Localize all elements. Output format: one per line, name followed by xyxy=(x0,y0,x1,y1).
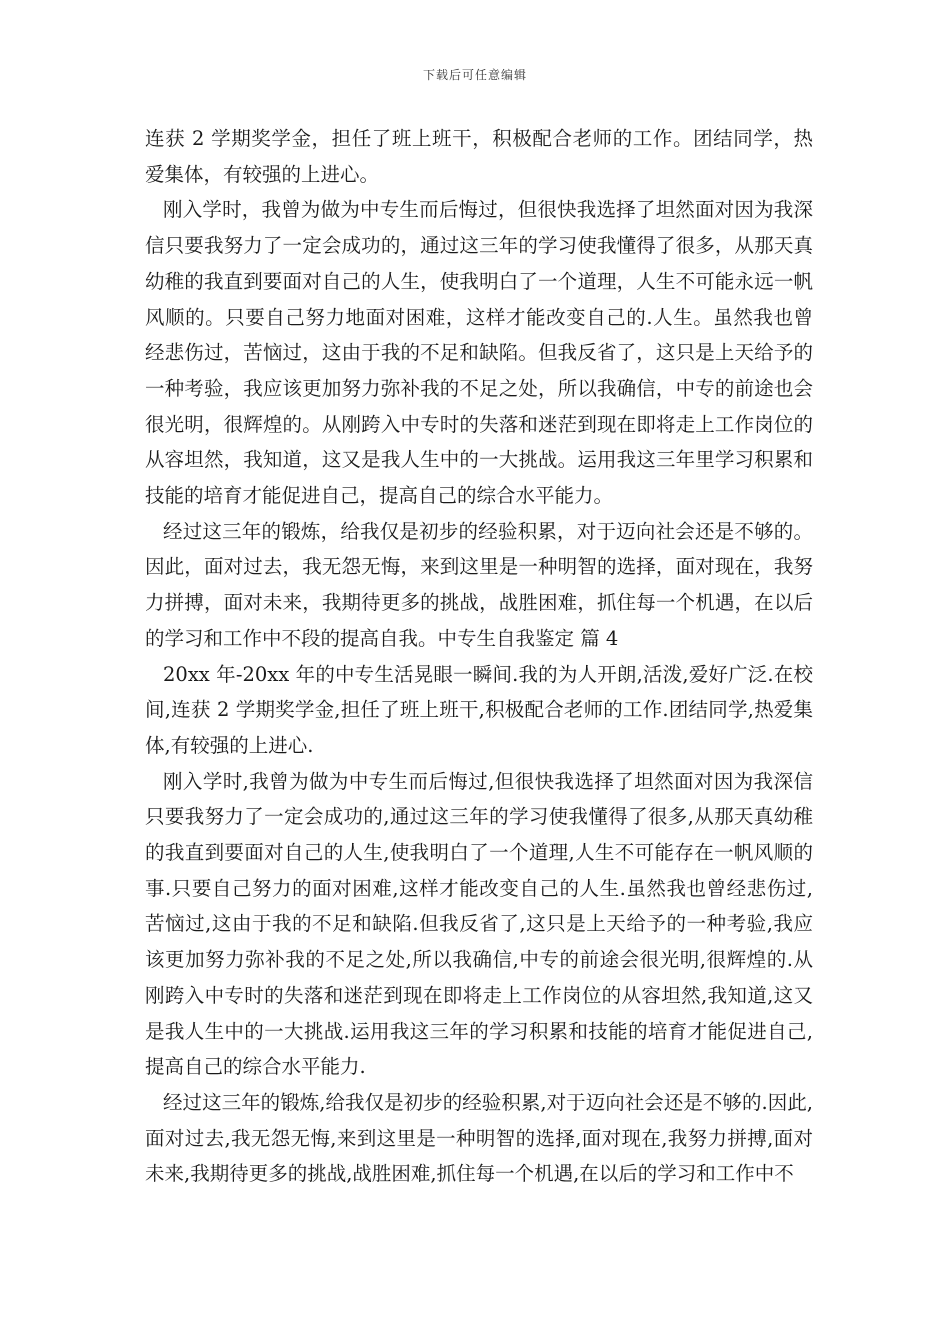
paragraph-2: 刚入学时，我曾为做为中专生而后悔过，但很快我选择了坦然面对因为我深信只要我努力了一定会成功的，通过这三年的学习使我懂得了很多，从那天真幼稚的我直到要面对自己的人生，使我明白了一个道理，人生不可能永远一帆风顺的。只要自己努力地面对困难，这样才能改变自己的.人生。虽然我也曾经悲伤过，苦恼过，这由于我的不足和缺陷。但我反省了，这只是上天给予的一种考验，我应该更加努力弥补我的不足之处，所以我确信，中专的前途也会很光明，很辉煌的。从刚跨入中专时的失落和迷茫到现在即将走上工作岗位的从容坦然，我知道，这又是我人生中的一大挑战。运用我这三年里学习积累和技能的培育才能促进自己，提高自己的综合水平能力。 xyxy=(145,198,813,508)
paragraph-1: 连获 2 学期奖学金，担任了班上班干，积极配合老师的工作。团结同学，热爱集体，有较强的上进心。 xyxy=(145,127,813,186)
paragraph-3: 经过这三年的锻炼，给我仅是初步的经验积累，对于迈向社会还是不够的。因此，面对过去，我无怨无悔，来到这里是一种明智的选择，面对现在，我努力拼搏，面对未来，我期待更多的挑战，战胜困难，抓住每一个机遇，在以后的学习和工作中不段的提高自我。中专生自我鉴定 篇 4 xyxy=(145,519,813,650)
paragraph-4: 20xx 年-20xx 年的中专生活晃眼一瞬间.我的为人开朗,活泼,爱好广泛.在校间,连获 2 学期奖学金,担任了班上班干,积极配合老师的工作.团结同学,热爱集体,有较强的上进心. xyxy=(145,662,813,757)
paragraph-5: 刚入学时,我曾为做为中专生而后悔过,但很快我选择了坦然面对因为我深信只要我努力了一定会成功的,通过这三年的学习使我懂得了很多,从那天真幼稚的我直到要面对自己的人生,使我明白了一个道理,人生不可能存在一帆风顺的事.只要自己努力的面对困难,这样才能改变自己的人生.虽然我也曾经悲伤过,苦恼过,这由于我的不足和缺陷.但我反省了,这只是上天给予的一种考验,我应该更加努力弥补我的不足之处,所以我确信,中专的前途会很光明,很辉煌的.从刚跨入中专时的失落和迷茫到现在即将走上工作岗位的从容坦然,我知道,这又是我人生中的一大挑战.运用我这三年的学习积累和技能的培育才能促进自己,提高自己的综合水平能力. xyxy=(145,769,813,1079)
paragraph-6: 经过这三年的锻炼,给我仅是初步的经验积累,对于迈向社会还是不够的.因此,面对过去,我无怨无悔,来到这里是一种明智的选择,面对现在,我努力拼搏,面对未来,我期待更多的挑战,战胜困难,抓住每一个机遇,在以后的学习和工作中不 xyxy=(145,1090,813,1186)
document-body xyxy=(145,121,813,1192)
page-header-note: 下载后可任意编辑 xyxy=(422,68,527,82)
